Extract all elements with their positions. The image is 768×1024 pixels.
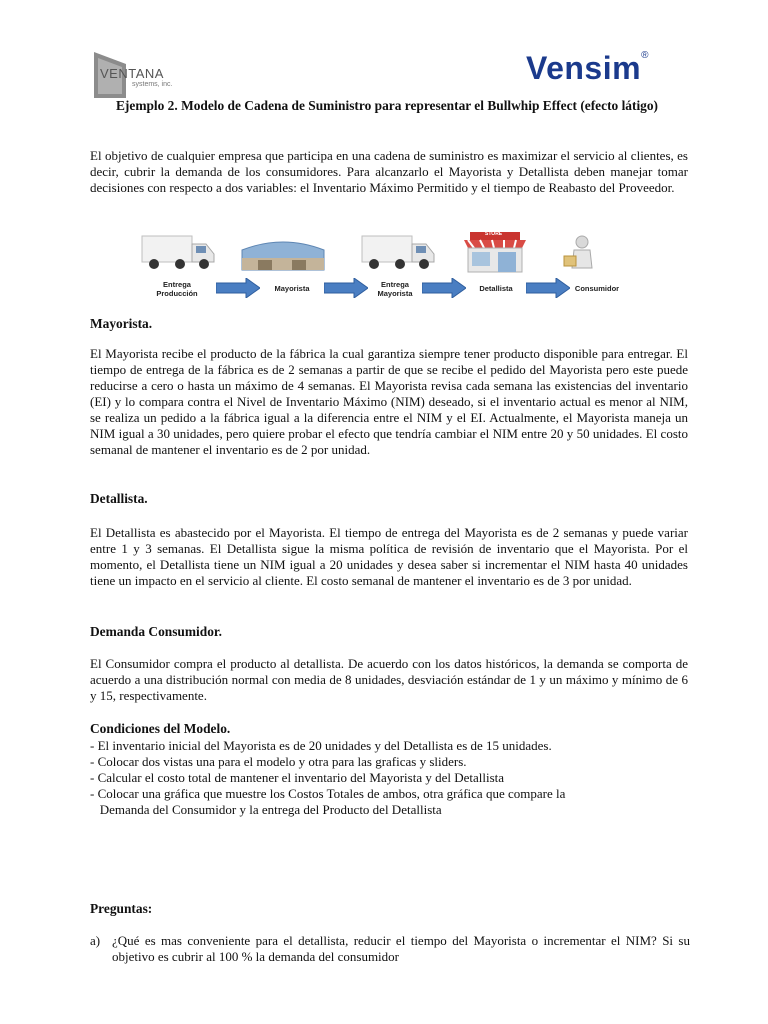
vensim-logo bbox=[526, 50, 666, 90]
section-heading-mayorista: Mayorista. bbox=[90, 316, 153, 331]
section-text-detallista: El Detallista es abastecido por el Mayorista. El tiempo de entrega del Mayorista es de 2 semanas y puede variar entre 1 y 3 semanas. El Detallista sigue la misma política de revisión de inventario que el Mayorista. Por el momento, el Detallista tiene un NIM igual a 20 unidades y desea saber si incrementar el NIM hasta 40 unidades tiene un impacto en el servicio al cliente. El costo semanal de mantener el inventario es de 3 por unidad. bbox=[90, 525, 688, 588]
list-item: - Calcular el costo total de mantener el inventario del Mayorista y del Detallista bbox=[90, 770, 505, 785]
chain-label-detallista: Detallista bbox=[479, 284, 513, 293]
truck-icon bbox=[360, 232, 440, 272]
section-heading-condiciones: Condiciones del Modelo. bbox=[90, 721, 231, 736]
arrow-right-icon bbox=[324, 278, 368, 298]
list-item: - Colocar dos vistas una para el modelo y otra para las graficas y sliders. bbox=[90, 754, 467, 769]
arrow-right-icon bbox=[526, 278, 570, 298]
vensim-logo-text: Vensim bbox=[526, 50, 642, 86]
chain-label-entrega-produccion: Entrega Producción bbox=[156, 280, 198, 298]
consumer-icon bbox=[560, 234, 600, 274]
vensim-registered-mark: ® bbox=[641, 50, 649, 61]
section-heading-demanda: Demanda Consumidor. bbox=[90, 624, 222, 639]
warehouse-icon bbox=[238, 236, 328, 272]
list-item: - Colocar una gráfica que muestre los Costos Totales de ambos, otra gráfica que compare la bbox=[90, 786, 566, 801]
section-text-mayorista: El Mayorista recibe el producto de la fábrica la cual garantiza siempre tener producto disponible para entregar. El tiempo de entrega de la fábrica es de 2 semanas a partir de que se recibe el pedido del Mayorista pero este puede reducirse a cero o hasta un máximo de 4 semanas. El Mayorista revisa cada semana las existencias del inventario (EI) y lo compara contra el Nivel de Inventario Máximo (NIM) deseado, si el inventario actual es menor al NIM, se realiza un pedido a la fábrica igual a la diferencia entre el NIM y el EI. Actualmente, el Mayorista maneja un NIM igual a 30 unidades, pero quiere probar el efecto que tendría cambiar el NIM entre 20 y 50 unidades. El costo semanal de mantener el inventario es de 2 por unidad. bbox=[90, 346, 688, 457]
list-item: - El inventario inicial del Mayorista es de 20 unidades y del Detallista es de 15 unidades. bbox=[90, 738, 552, 753]
page-title: Ejemplo 2. Modelo de Cadena de Suministro para representar el Bullwhip Effect (efecto látigo) bbox=[115, 98, 659, 113]
ventana-logo-text: VENTANA bbox=[100, 66, 164, 81]
supply-chain-figure bbox=[140, 230, 620, 308]
section-heading-preguntas: Preguntas: bbox=[90, 901, 153, 916]
ventana-logo-sub: systems, inc. bbox=[132, 81, 173, 88]
question-text: ¿Qué es mas conveniente para el detallista, reducir el tiempo del Mayorista o incrementar el NIM? Si su objetivo es cubrir al 100 % la demanda del consumidor bbox=[112, 933, 690, 964]
chain-label-entrega-mayorista: Entrega Mayorista bbox=[377, 280, 413, 298]
arrow-right-icon bbox=[216, 278, 260, 298]
section-heading-detallista: Detallista. bbox=[90, 491, 148, 506]
list-item: Demanda del Consumidor y la entrega del Producto del Detallista bbox=[90, 802, 442, 817]
intro-paragraph: El objetivo de cualquier empresa que participa en una cadena de suministro es maximizar el servicio al clientes, es decir, cubrir la demanda de los consumidores. Para alcanzarlo el Mayorista y Detallista deben manejar tomar decisiones con respecto a dos variables: el Inventario Máximo Permitido y el tiempo de Reabasto del Proveedor. bbox=[90, 148, 688, 195]
arrow-right-icon bbox=[422, 278, 466, 298]
chain-label-consumidor: Consumidor bbox=[574, 284, 620, 293]
store-sign-text: STORE bbox=[485, 231, 503, 237]
chain-label-mayorista: Mayorista bbox=[274, 284, 310, 293]
section-text-demanda: El Consumidor compra el producto al detallista. De acuerdo con los datos históricos, la demanda se comporta de acuerdo a una distribución normal con media de 8 unidades, desviación estándar de 1 y un máximo y mínimo de 6 y 15, respectivamente. bbox=[90, 656, 688, 703]
ventana-logo bbox=[92, 50, 192, 100]
question-letter: a) bbox=[90, 933, 101, 948]
truck-icon bbox=[140, 232, 220, 272]
store-icon bbox=[460, 232, 530, 274]
